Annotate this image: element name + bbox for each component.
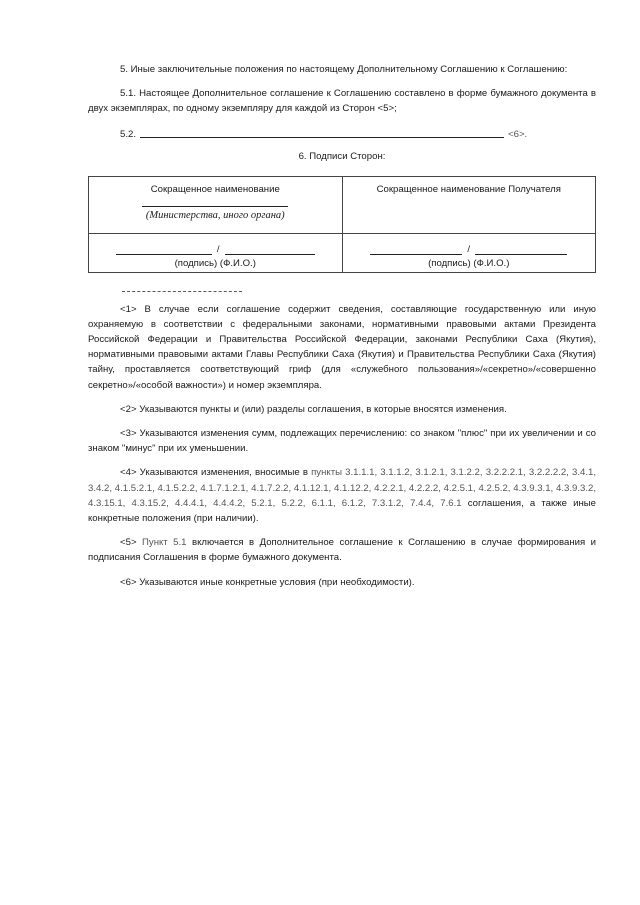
left-signature-lines — [95, 244, 336, 255]
left-fio-line — [225, 244, 315, 255]
left-party-name-line — [142, 205, 288, 207]
footnote-3: <3> Указываются изменения сумм, подлежащих перечислению: со знаком "плюс" при их увеличении и со знаком "минус" при их уменьшении. — [88, 428, 596, 455]
left-signature-line — [116, 244, 212, 255]
clause-5-1: 5.1. Настоящее Дополнительное соглашение к Соглашению составлено в форме бумажного документа в двух экземплярах, по одному экземпляру для каждой из Сторон <5>; — [88, 88, 596, 115]
clause-5-2-footnote-ref: <6>. — [508, 128, 528, 140]
signatures-table — [88, 176, 596, 273]
footnote-4-prefix: <4> Указываются изменения, вносимые в — [120, 467, 308, 479]
left-party-header: Сокращенное наименование — [150, 183, 280, 195]
left-party-name-cell — [89, 176, 343, 233]
left-party-subcaption: (Министерства, иного органа) — [145, 209, 285, 221]
footnote-5-prefix: <5> — [120, 537, 137, 549]
right-signature-cell — [342, 233, 596, 272]
right-signature-lines — [349, 244, 590, 255]
footnote-5-point: Пункт 5.1 — [142, 537, 187, 549]
left-signature-slash: / — [216, 243, 220, 255]
right-signature-line — [370, 244, 462, 255]
clause-5-2 — [88, 126, 596, 140]
footnote-4 — [88, 465, 596, 526]
right-signature-caption: (подпись) (Ф.И.О.) — [428, 257, 510, 269]
right-fio-line — [475, 244, 567, 255]
section-6-title: 6. Подписи Сторон: — [298, 150, 386, 162]
footnote-2: <2> Указываются пункты и (или) разделы соглашения, в которые вносятся изменения. — [120, 403, 507, 415]
footnote-separator — [122, 291, 242, 292]
clause-5-2-label: 5.2. — [120, 128, 137, 140]
footnote-5-suffix: включается в Дополнительное соглашение к Соглашению в случае формирования и подписания Соглашения в форме бумажного документа. — [88, 537, 596, 564]
right-party-name-cell — [342, 176, 596, 233]
footnote-5 — [88, 535, 596, 565]
section-5-heading: 5. Иные заключительные положения по настоящему Дополнительному Соглашению к Соглашению: — [120, 64, 568, 75]
footnotes — [88, 302, 596, 590]
footnote-1: <1> В случае если соглашение содержит сведения, составляющие государственную или иную охраняемую в соответствии с федеральными законами, нормативными правовыми актами Президента Российской Федерации и Правительства Российской Федерации, законами Республики Саха (Якутия), нормативными правовыми актами Главы Республики Саха (Якутия) и Правительства Республики Саха (Якутия) тайну, проставляется соответствующий гриф (для «служебного пользования»/«секретно»/«совершенно секретно»/«особой важности») и номер экземпляра. — [88, 303, 596, 391]
left-signature-caption: (подпись) (Ф.И.О.) — [174, 257, 256, 269]
clause-5-2-blank-line — [140, 126, 504, 138]
footnote-6: <6> Указываются иные конкретные условия (при необходимости). — [120, 576, 415, 588]
right-party-header: Сокращенное наименование Получателя — [376, 183, 561, 195]
footnote-4-suffix: соглашения, а также иные конкретные положения (при наличии). — [88, 497, 596, 525]
document-page — [88, 62, 596, 599]
right-signature-slash: / — [467, 243, 471, 255]
left-signature-cell — [89, 233, 343, 272]
footnote-4-points: пункты 3.1.1.1, 3.1.1.2, 3.1.2.1, 3.1.2.2, 3.2.2.2.1, 3.2.2.2.2, 3.4.1, 3.4.2, 4.1.5.2.1, 4.1.5.2.2, 4.1.7.1.2.1, 4.1.7.2.2, 4.1.12.1, 4.1.12.2, 4.2.2.1, 4.2.2.2, 4.2.5.1, 4.2.5.2, 4.3.9.3.1, 4.3.9.3.2, 4.3.15.1, 4.3.15.2, 4.4.4.1, 4.4.4.2, 5.2.1, 5.2.2, 6.1.1, 6.1.2, 7.3.1.2, 7.4.4, 7.6.1 — [88, 467, 596, 509]
